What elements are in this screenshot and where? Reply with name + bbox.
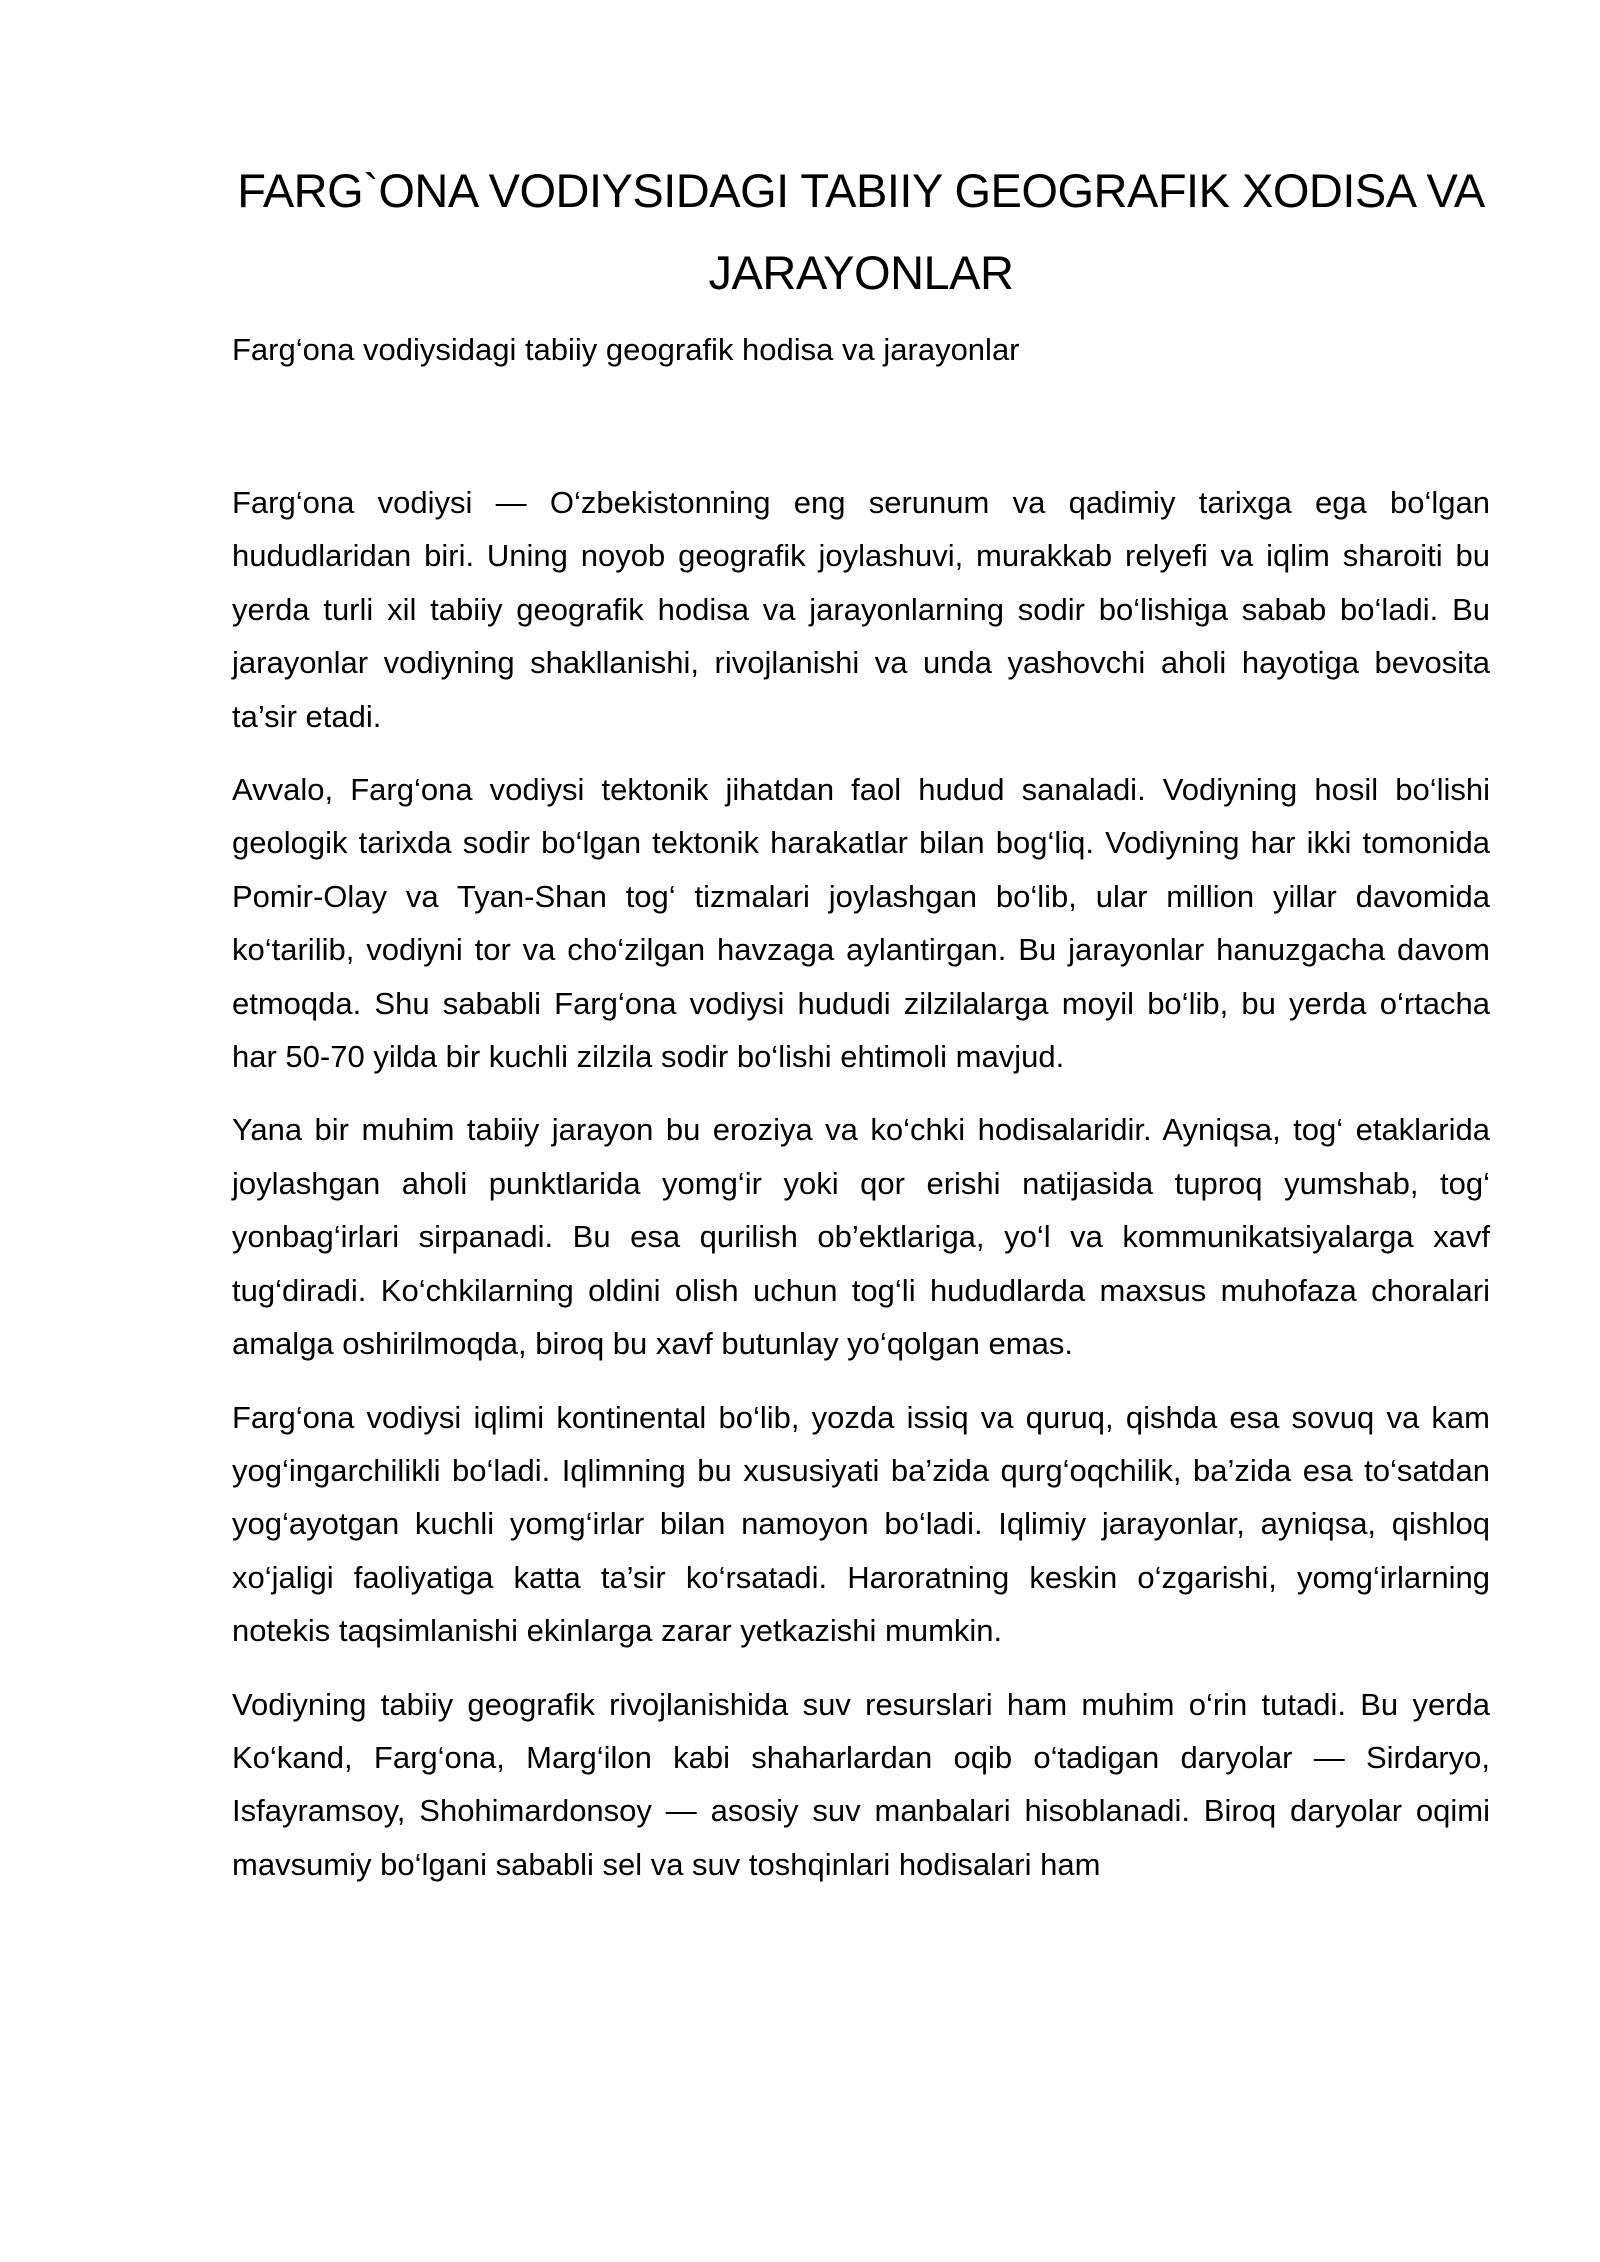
paragraph-climate: Farg‘ona vodiysi iqlimi kontinental bo‘lib, yozda issiq va quruq, qishda esa sovuq va kam yog‘ingarchilikli bo‘ladi. Iqlimning bu xususiyati ba’zida qurg‘oqchilik, ba’zida esa to‘satdan yog‘ayotgan kuchli yomg‘irlar bilan namoyon bo‘ladi. Iqlimiy jarayonlar, ayniqsa, qishloq xo‘jaligi faoliyatiga katta ta’sir ko‘rsatadi. Haroratning keskin o‘zgarishi, yomg‘irlarning notekis taqsimlanishi ekinlarga zarar yetkazishi mumkin.	[232, 1399, 1490, 1649]
document-title: FARG`ONA VODIYSIDAGI TABIIY GEOGRAFIK XODISA VA JARAYONLAR	[237, 164, 1485, 299]
paragraph-tectonics: Avvalo, Farg‘ona vodiysi tektonik jihatdan faol hudud sanaladi. Vodiyning hosil bo‘lishi geologik tarixda sodir bo‘lgan tektonik harakatlar bilan bog‘liq. Vodiyning har ikki tomonida Pomir-Olay va Tyan-Shan tog‘ tizmalari joylashgan bo‘lib, ular million yillar davomida ko‘tarilib, vodiyni tor va cho‘zilgan havzaga aylantirgan. Bu jarayonlar hanuzgacha davom etmoqda. Shu sababli Farg‘ona vodiysi hududi zilzilalarga moyil bo‘lib, bu yerda o‘rtacha har 50-70 yilda bir kuchli zilzila sodir bo‘lishi ehtimoli mavjud.	[232, 772, 1490, 1075]
document-subtitle: Farg‘ona vodiysidagi tabiiy geografik hodisa va jarayonlar	[232, 332, 1020, 367]
document-body	[232, 476, 1490, 1891]
paragraph-water-resources: Vodiyning tabiiy geografik rivojlanishida suv resurslari ham muhim o‘rin tutadi. Bu yerda Ko‘kand, Farg‘ona, Marg‘ilon kabi shaharlardan oqib o‘tadigan daryolar — Sirdaryo, Isfayramsoy, Shohimardonsoy — asosiy suv manbalari hisoblanadi. Biroq daryolar oqimi mavsumiy bo‘lgani sababli sel va suv toshqinlari hodisalari ham	[232, 1686, 1490, 1882]
document-content	[232, 0, 1490, 1911]
paragraph-intro: Farg‘ona vodiysi — O‘zbekistonning eng serunum va qadimiy tarixga ega bo‘lgan hududlaridan biri. Uning noyob geografik joylashuvi, murakkab relyefi va iqlim sharoiti bu yerda turli xil tabiiy geografik hodisa va jarayonlarning sodir bo‘lishiga sabab bo‘ladi. Bu jarayonlar vodiyning shakllanishi, rivojlanishi va unda yashovchi aholi hayotiga bevosita ta’sir etadi.	[232, 485, 1490, 734]
paragraph-erosion: Yana bir muhim tabiiy jarayon bu eroziya va ko‘chki hodisalaridir. Ayniqsa, tog‘ etaklarida joylashgan aholi punktlarida yomg‘ir yoki qor erishi natijasida tuproq yumshab, tog‘ yonbag‘irlari sirpanadi. Bu esa qurilish ob’ektlariga, yo‘l va kommunikatsiyalarga xavf tug‘diradi. Ko‘chkilarning oldini olish uchun tog‘li hududlarda maxsus muhofaza choralari amalga oshirilmoqda, biroq bu xavf butunlay yo‘qolgan emas.	[232, 1112, 1490, 1362]
